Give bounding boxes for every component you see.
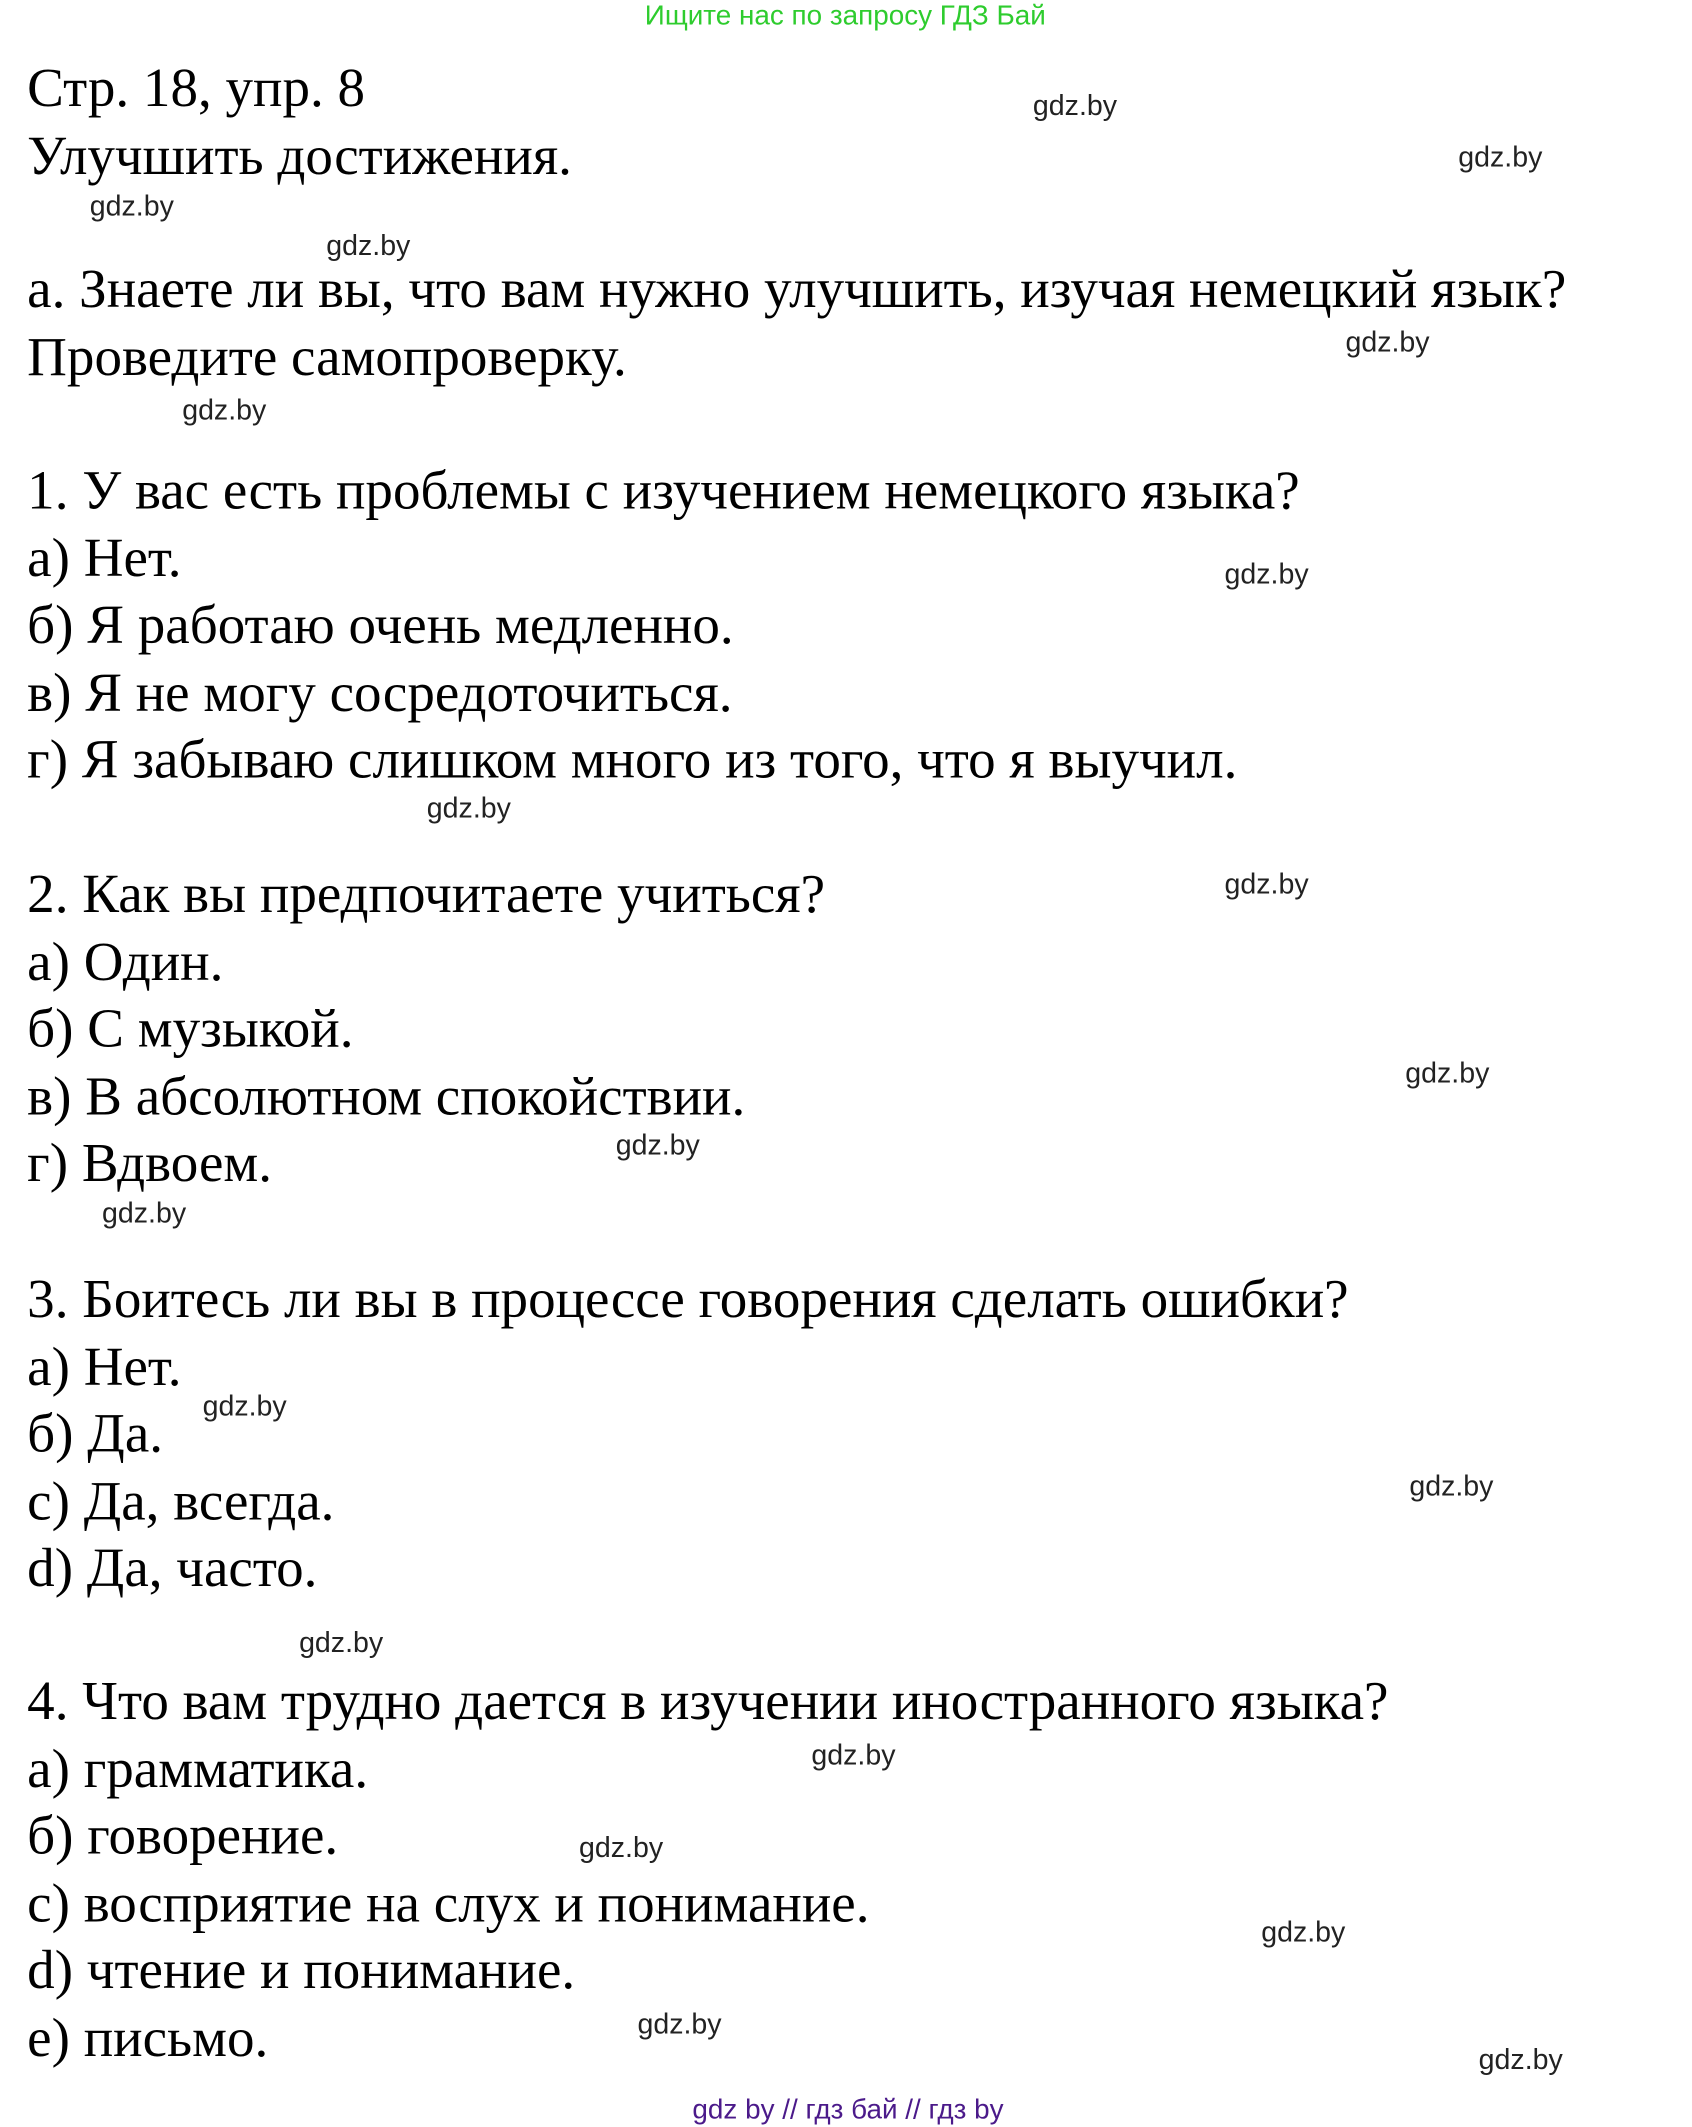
answer-option: г) Вдвоем. (27, 1132, 273, 1194)
top-banner: Ищите нас по запросу ГДЗ Бай (644, 0, 1046, 32)
watermark: gdz.by (182, 394, 267, 427)
answer-option: d) Да, часто. (27, 1537, 318, 1599)
watermark: gdz.by (1224, 869, 1309, 901)
answer-option: а) Один. (27, 930, 224, 992)
intro-line: а. Знаете ли вы, что вам нужно улучшить, изучая немецкий язык? (27, 258, 1567, 320)
watermark: gdz.by (426, 792, 511, 825)
watermark: gdz.by (1405, 1057, 1490, 1090)
answer-option: б) Да. (27, 1402, 164, 1464)
watermark: gdz.by (1224, 559, 1309, 591)
answer-option: е) письмо. (27, 2007, 269, 2069)
question-3: 3. Боитесь ли вы в процессе говорения сделать ошибки? (27, 1267, 1349, 1330)
watermark: gdz.by (811, 1740, 896, 1772)
question-1: 1. У вас есть проблемы с изучением немецкого языка? (27, 459, 1300, 521)
watermark: gdz.by (1409, 1471, 1494, 1503)
watermark: gdz.by (579, 1832, 664, 1864)
watermark: gdz.by (1261, 1916, 1346, 1949)
answer-option: а) Нет. (27, 1335, 182, 1397)
answer-option: с) восприятие на слух и понимание. (27, 1872, 870, 1934)
watermark: gdz.by (615, 1130, 700, 1162)
watermark: gdz.by (1478, 2044, 1563, 2076)
answer-option: с) Да, всегда. (27, 1470, 335, 1532)
answer-option: б) С музыкой. (27, 997, 354, 1059)
watermark: gdz.by (102, 1197, 187, 1230)
watermark: gdz.by (1345, 326, 1430, 359)
watermark: gdz.by (299, 1627, 384, 1659)
answer-option: б) Я работаю очень медленно. (27, 594, 734, 656)
watermark: gdz.by (89, 190, 174, 223)
bottom-banner: gdz by // гдз бай // гдз by (692, 2094, 1004, 2126)
question-2: 2. Как вы предпочитаете учиться? (27, 862, 826, 925)
answer-option: а) Нет. (27, 526, 182, 588)
answer-option: d) чтение и понимание. (27, 1939, 576, 2001)
answer-option: в) Я не могу сосредоточиться. (27, 661, 733, 723)
watermark: gdz.by (637, 2009, 722, 2041)
question-4: 4. Что вам трудно дается в изучении иностранного языка? (27, 1670, 1389, 1732)
answer-option: а) грамматика. (27, 1737, 369, 1799)
watermark: gdz.by (1032, 90, 1118, 122)
watermark: gdz.by (202, 1390, 287, 1423)
page-title: Стр. 18, упр. 8 (27, 57, 366, 119)
watermark: gdz.by (1458, 142, 1543, 174)
answer-option: г) Я забываю слишком много из того, что я выучил. (27, 728, 1238, 791)
answer-option: б) говорение. (27, 1805, 339, 1867)
intro-line: Проведите самопроверку. (27, 326, 627, 388)
exercise-subtitle: Улучшить достижения. (27, 125, 572, 187)
answer-option: в) В абсолютном спокойствии. (27, 1065, 746, 1127)
watermark: gdz.by (326, 230, 411, 262)
